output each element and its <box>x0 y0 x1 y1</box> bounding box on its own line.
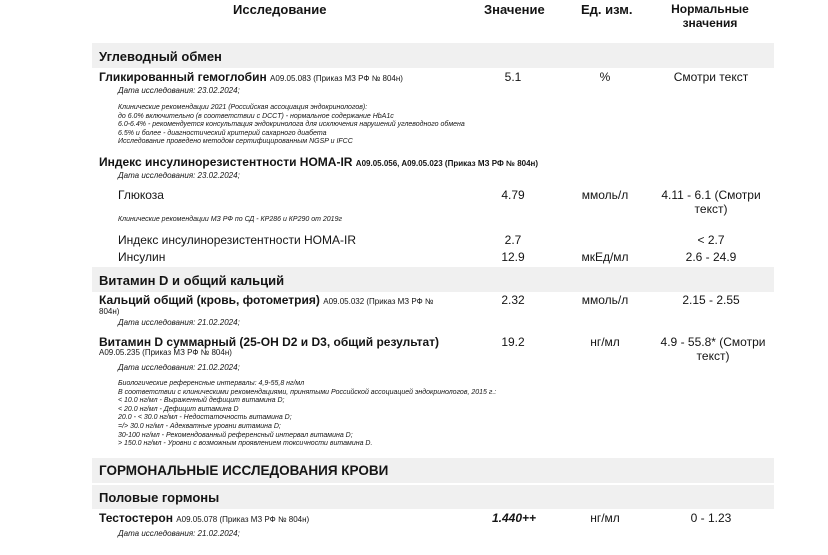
test-name-homa <box>99 155 538 169</box>
note-line: < 20.0 нг/мл - Дефицит витамина D <box>118 405 239 413</box>
notes-hba1c <box>118 104 465 147</box>
column-header-value: Значение <box>484 2 545 17</box>
note-line: до 6.0% включительно (в соответствии с DCCT) - нормальное содержание HbA1c <box>118 112 394 120</box>
note-line: Биологические референсные интервалы: 4,9-55,8 нг/мл <box>118 380 305 387</box>
column-header-normal: Нормальные значения <box>671 2 749 30</box>
value-testosterone: 1.440++ <box>491 511 537 525</box>
normal-insulin: 2.6 - 24.9 <box>685 250 737 264</box>
note-line: 20.0 - < 30.0 нг/мл - Недостаточность витамина D; <box>118 414 292 422</box>
value-vitamin-d: 19.2 <box>501 335 525 349</box>
test-title: Индекс инсулинорезистентности HOMA-IR <box>99 155 353 169</box>
section-hormonal <box>92 458 774 483</box>
unit-glucose: ммоль/л <box>581 188 629 202</box>
value-insulin: 12.9 <box>501 250 525 264</box>
value-calcium: 2.32 <box>501 293 525 307</box>
unit-insulin: мкЕд/мл <box>581 250 629 264</box>
test-code: A09.05.078 (Приказ МЗ РФ № 804н) <box>176 515 310 524</box>
param-homa-index: Индекс инсулинорезистентности HOMA-IR <box>118 233 356 247</box>
unit-vitamin-d: нг/мл <box>590 335 620 349</box>
section-vitamin-d <box>92 267 774 292</box>
date-hba1c: Дата исследования: 23.02.2024; <box>118 86 240 95</box>
notes-vitamin-d <box>118 380 496 449</box>
test-code: A09.05.032 (Приказ МЗ РФ № <box>323 297 434 306</box>
value-homa-index: 2.7 <box>504 233 522 247</box>
unit-hba1c: % <box>599 70 611 84</box>
normal-vitamin-d: 4.9 - 55.8* (Смотри текст) <box>660 335 766 363</box>
unit-calcium: ммоль/л <box>581 293 629 307</box>
test-name-calcium <box>99 293 434 307</box>
normal-hba1c: Смотри текст <box>673 70 749 84</box>
note-glucose: Клинические рекомендации МЗ РФ по СД - КР286 и КР290 от 2019г <box>118 216 342 223</box>
test-title: Тестостерон <box>99 511 173 525</box>
param-insulin: Инсулин <box>118 250 166 264</box>
note-line: > 150.0 нг/мл - Уровни с возможным проявлением токсичности витамина D. <box>118 440 373 448</box>
value-glucose: 4.79 <box>501 188 525 202</box>
param-glucose: Глюкоза <box>118 188 164 202</box>
unit-testosterone: нг/мл <box>590 511 620 525</box>
normal-testosterone: 0 - 1.23 <box>690 511 732 525</box>
note-line: < 10.0 нг/мл - Выраженный дефицит витамина D; <box>118 397 285 405</box>
date-vitamin-d: Дата исследования: 21.02.2024; <box>118 363 240 372</box>
value-hba1c: 5.1 <box>504 70 522 84</box>
note-line: Исследование проведено методом сертифицированным NGSP и IFCC <box>118 138 353 146</box>
test-title: Гликированный гемоглобин <box>99 70 267 84</box>
test-title: Кальций общий (кровь, фотометрия) <box>99 293 320 307</box>
note-line: 6.0-6.4% - рекомендуется консультация эндокринолога для исключения нарушений углеводного обмена <box>118 121 465 129</box>
date-testosterone: Дата исследования: 21.02.2024; <box>118 529 240 538</box>
note-line: =/> 30.0 нг/мл - Адекватные уровни витамина D; <box>118 422 281 430</box>
test-name-hba1c <box>99 70 403 84</box>
section-title: Витамин D и общий кальций <box>99 273 285 288</box>
test-code: A09.05.056, A09.05.023 (Приказ МЗ РФ № 804н) <box>355 159 539 168</box>
test-code-vitamin-d: A09.05.235 (Приказ МЗ РФ № 804н) <box>99 348 232 357</box>
date-calcium: Дата исследования: 21.02.2024; <box>118 318 240 327</box>
section-carbohydrate <box>92 43 774 68</box>
test-code: A09.05.083 (Приказ МЗ РФ № 804н) <box>270 74 403 83</box>
section-sex-hormones <box>92 485 774 509</box>
test-code-cont: 804н) <box>99 307 120 316</box>
normal-homa-index: < 2.7 <box>697 233 725 247</box>
column-header-unit: Ед. изм. <box>581 2 633 17</box>
note-line: 6.5% и более - диагностический критерий сахарного диабета <box>118 129 327 137</box>
section-title: ГОРМОНАЛЬНЫЕ ИССЛЕДОВАНИЯ КРОВИ <box>99 463 389 478</box>
test-name-vitamin-d: Витамин D суммарный (25-OH D2 и D3, общий результат) <box>99 335 440 349</box>
note-line: Клинические рекомендации 2021 (Российская ассоциация эндокринологов): <box>118 104 368 111</box>
section-title: Углеводный обмен <box>99 49 222 64</box>
column-header-study: Исследование <box>233 2 327 17</box>
normal-calcium: 2.15 - 2.55 <box>682 293 740 307</box>
normal-glucose: 4.11 - 6.1 (Смотри текст) <box>661 188 761 216</box>
section-title: Половые гормоны <box>99 490 220 505</box>
note-line: В соответствии с клиническими рекомендациями, принятыми Российской ассоциацией эндокринологов, 2015 г.: <box>118 388 497 396</box>
test-name-testosterone <box>99 511 309 525</box>
note-line: 30-100 нг/мл - Рекомендованный референсный интервал витамина D; <box>118 431 353 439</box>
date-homa: Дата исследования: 23.02.2024; <box>118 171 240 180</box>
